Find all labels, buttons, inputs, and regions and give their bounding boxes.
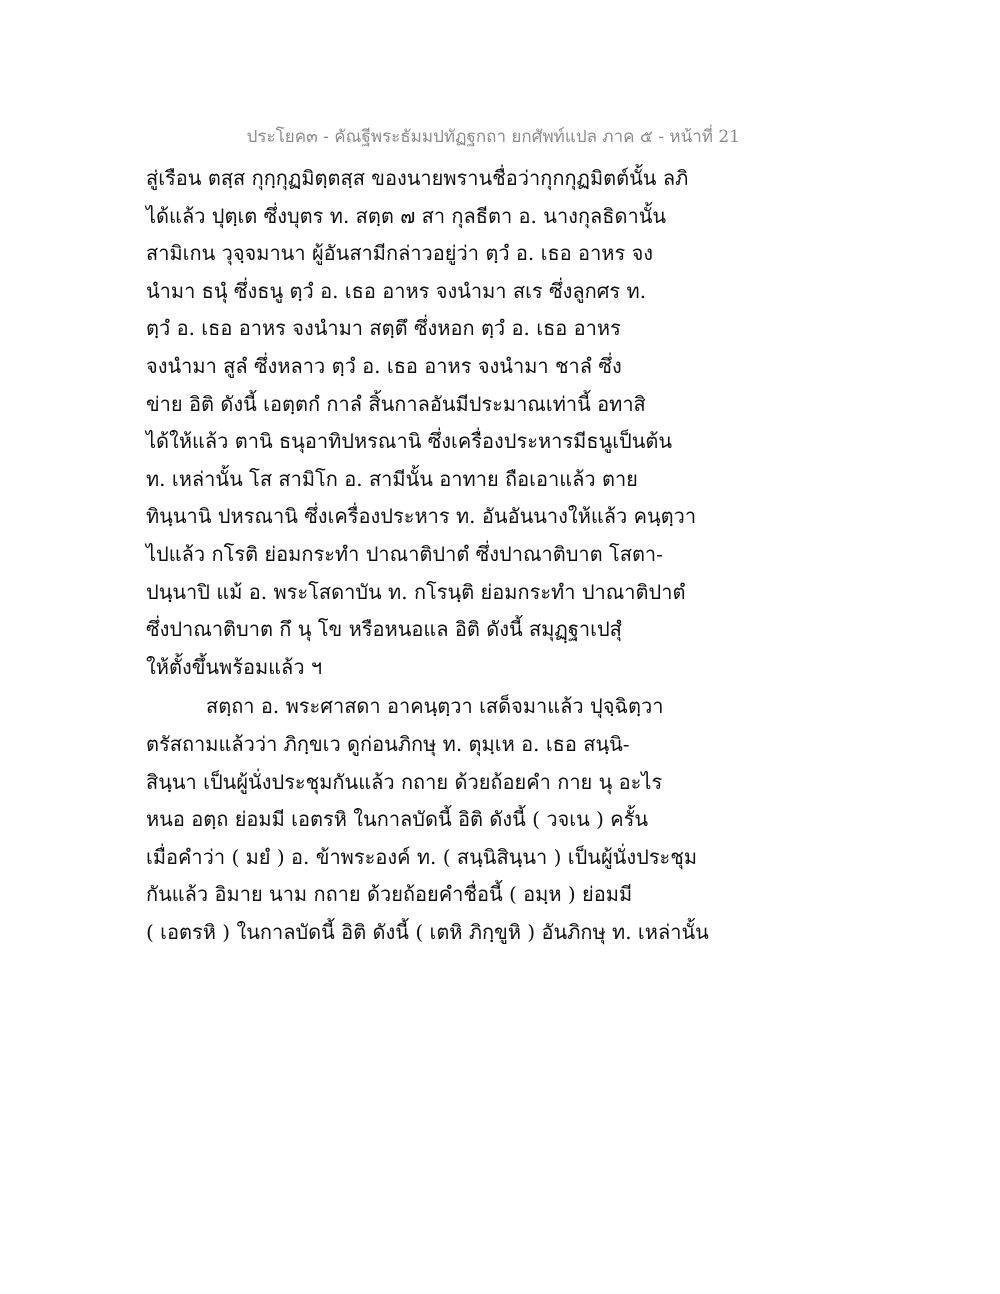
text-line: ให้ตั้งขึ้นพร้อมแล้ว ฯ	[146, 654, 323, 679]
text-line: ได้ให้แล้ว ตานิ ธนุอาทิปหรณานิ ซึ่งเครื่องประหารมีธนูเป็นต้น	[146, 429, 673, 454]
text-line: เมื่อคำว่า ( มยํ ) อ. ข้าพระองค์ ท. ( สนฺนิสินฺนา ) เป็นผู้นั่งประชุม	[146, 844, 698, 869]
body-text	[146, 160, 746, 951]
text-line: สามิเกน วุจฺจมานา ผู้อันสามีกล่าวอยู่ว่า ตฺวํ อ. เธอ อาหร จง	[146, 241, 654, 266]
text-line: ไปแล้ว กโรติ ย่อมกระทำ ปาณาติปาตํ ซึ่งปาณาติบาต โสตา-	[146, 541, 663, 566]
text-line: ท. เหล่านั้น โส สามิโก อ. สามีนั้น อาทาย ถือเอาแล้ว ตาย	[146, 466, 638, 491]
text-line: ( เอตรหิ ) ในกาลบัดนี้ อิติ ดังนี้ ( เตหิ ภิกฺขูหิ ) อันภิกษุ ท. เหล่านั้น	[146, 919, 709, 944]
text-line: ซึ่งปาณาติบาต กึ นุ โข หรือหนอแล อิติ ดังนี้ สมุฏฺฐาเปสุํ	[146, 617, 622, 642]
text-line: ข่าย อิติ ดังนี้ เอตฺตกํ กาลํ สิ้นกาลอันมีประมาณเท่านี้ อทาสิ	[146, 391, 646, 416]
running-header: ประโยค๓ - คัณฐีพระธัมมปทัฏฐกถา ยกศัพท์แปล ภาค ๕ - หน้าที่ 21	[246, 127, 740, 147]
text-line: ได้แล้ว ปุตฺเต ซึ่งบุตร ท. สตฺต ๗ สา กุลธีตา อ. นางกุลธิดานั้น	[146, 203, 667, 228]
text-line: หนอ อตฺถ ย่อมมี เอตรหิ ในกาลบัดนี้ อิติ ดังนี้ ( วจเน ) ครั้น	[146, 807, 649, 832]
text-line: ทินฺนานิ ปหรณานิ ซึ่งเครื่องประหาร ท. อันอันนางให้แล้ว คนฺตฺวา	[146, 504, 697, 529]
text-line: ตรัสถามแล้วว่า ภิกฺขเว ดูก่อนภิกษุ ท. ตุมฺเห อ. เธอ สนฺนิ-	[146, 731, 630, 756]
text-line: ตฺวํ อ. เธอ อาหร จงนำมา สตฺตึ ซึ่งหอก ตฺวํ อ. เธอ อาหร	[146, 316, 621, 341]
paragraph-first-line: สตฺถา อ. พระศาสดา อาคนฺตฺวา เสด็จมาแล้ว ปุจฺฉิตฺวา	[206, 694, 664, 719]
text-line: สินฺนา เป็นผู้นั่งประชุมกันแล้ว กถาย ด้วยถ้อยคำ กาย นุ อะไร	[146, 769, 663, 794]
text-line: ปนฺนาปิ แม้ อ. พระโสดาบัน ท. กโรนฺติ ย่อมกระทำ ปาณาติปาตํ	[146, 579, 686, 604]
text-line: กันแล้ว อิมาย นาม กถาย ด้วยถ้อยคำชื่อนี้ ( อมฺห ) ย่อมมี	[146, 882, 633, 907]
text-line: สู่เรือน ตสฺส กุกฺกุฏมิตฺตสฺส ของนายพรานชื่อว่ากุกกุฏมิตต์นั้น ลภิ	[146, 166, 689, 190]
text-line: จงนำมา สูลํ ซึ่งหลาว ตฺวํ อ. เธอ อาหร จงนำมา ชาลํ ซึ่ง	[146, 353, 622, 378]
text-line: นำมา ธนุํ ซึ่งธนู ตฺวํ อ. เธอ อาหร จงนำมา สเร ซึ่งลูกศร ท.	[146, 278, 647, 303]
